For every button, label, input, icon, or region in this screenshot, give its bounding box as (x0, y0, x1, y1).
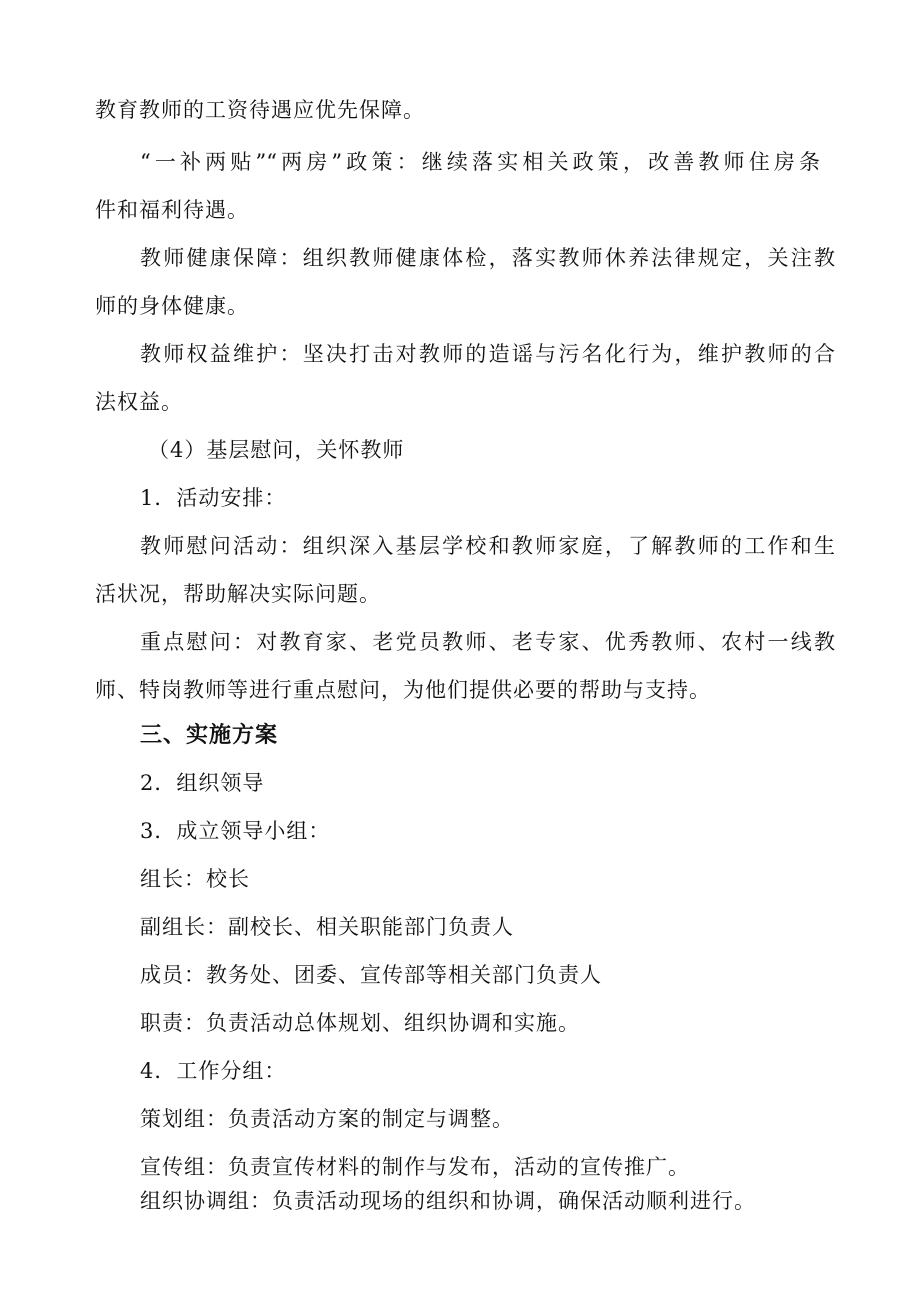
subsection-title: （4）基层慰问，关怀教师 (148, 438, 405, 462)
paragraph-line: 件和福利待遇。 (95, 198, 249, 222)
paragraph-line: 策划组：负责活动方案的制定与调整。 (140, 1107, 514, 1131)
list-label: 1．活动安排： (140, 486, 287, 510)
paragraph-line: 职责：负责活动总体规划、组织协调和实施。 (140, 1011, 580, 1035)
list-label: 4．工作分组： (140, 1059, 287, 1083)
paragraph-line: 法权益。 (95, 390, 183, 414)
paragraph-line: 教育教师的工资待遇应优先保障。 (95, 98, 425, 122)
section-heading: 三、实施方案 (140, 723, 279, 748)
paragraph-line: 组织协调组：负责活动现场的组织和协调，确保活动顺利进行。 (140, 1189, 756, 1213)
paragraph-line: 宣传组：负责宣传材料的制作与发布，活动的宣传推广。 (140, 1155, 690, 1179)
list-label: 2．组织领导 (140, 771, 265, 795)
paragraph-line: 师的身体健康。 (95, 294, 249, 318)
paragraph-line: 副组长：副校长、相关职能部门负责人 (140, 915, 514, 939)
paragraph-line: 成员：教务处、团委、宣传部等相关部门负责人 (140, 963, 602, 987)
paragraph-line: 组长：校长 (140, 867, 250, 891)
paragraph-line: 活状况，帮助解决实际问题。 (95, 582, 381, 606)
paragraph-line: 教师权益维护：坚决打击对教师的造谣与污名化行为，维护教师的合 (140, 342, 835, 366)
list-label: 3．成立领导小组： (140, 819, 331, 843)
paragraph-line: 教师健康保障：组织教师健康体检，落实教师休养法律规定，关注教 (140, 246, 835, 270)
paragraph-line: “一补两贴”“两房”政策：继续落实相关政策，改善教师住房条 (140, 150, 820, 174)
paragraph-line: 重点慰问：对教育家、老党员教师、老专家、优秀教师、农村一线教 (140, 630, 835, 654)
paragraph-line: 师、特岗教师等进行重点慰问，为他们提供必要的帮助与支持。 (95, 678, 711, 702)
paragraph-line: 教师慰问活动：组织深入基层学校和教师家庭，了解教师的工作和生 (140, 534, 835, 558)
